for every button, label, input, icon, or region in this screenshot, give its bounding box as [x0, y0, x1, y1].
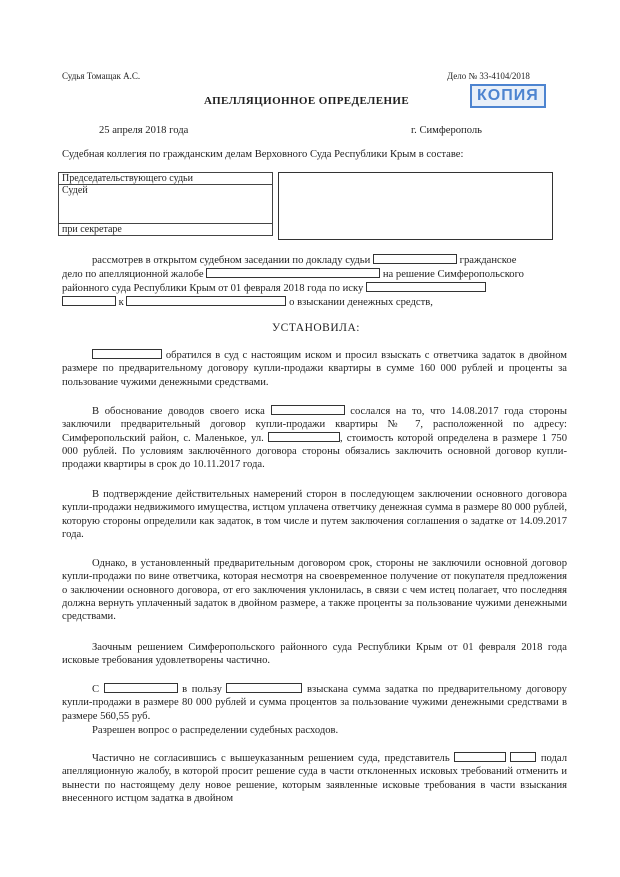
- paragraph-text: В обоснование доводов своего иска: [92, 406, 265, 417]
- paragraph-text: обратился в суд с настоящим иском и просил взыскать с ответчика задаток в двойном размере по предварительному договору купли-продажи квартиры в сумме 160 000 рублей и проценты за пользование чужими денежными средствами.: [62, 350, 567, 388]
- case-number: Дело № 33-4104/2018: [447, 71, 530, 81]
- preamble-line-2: [62, 268, 524, 281]
- presiding-label: Председательствующего судьи: [59, 173, 273, 185]
- paragraph-5: Заочным решением Симферопольского районного суда Республики Крым от 01 февраля 2018 года исковые требования удовлетворены частично.: [62, 642, 567, 667]
- redaction-box: [226, 683, 302, 693]
- paragraph-1: [62, 349, 567, 389]
- preamble-text: дело по апелляционной жалобе: [62, 269, 204, 280]
- paragraph-7: Разрешен вопрос о распределении судебных расходов.: [92, 725, 339, 736]
- preamble-text: к: [118, 297, 124, 308]
- paragraph-text: Частично не согласившись с вышеуказанным решением суда, представитель: [92, 753, 450, 764]
- paragraph-6: [62, 683, 567, 723]
- redaction-box: [366, 282, 486, 292]
- redaction-box: [62, 296, 116, 306]
- preamble-line-1: [92, 254, 516, 267]
- preamble-text: гражданское: [459, 255, 517, 266]
- redaction-box: [454, 752, 506, 762]
- redaction-box: [271, 405, 345, 415]
- judges-label: Судей: [59, 185, 273, 224]
- paragraph-8: [62, 752, 567, 805]
- redaction-box: [92, 349, 162, 359]
- copy-stamp: КОПИЯ: [470, 84, 546, 108]
- preamble-text: о взыскании денежных средств,: [289, 297, 433, 308]
- paragraph-3: В подтверждение действительных намерений сторон в последующем заключении основного договора купли-продажи недвижимого имущества, истцом уплачена ответчику денежная сумма в размере 80 000 рублей, которую стороны определили как задаток, в том числе и путем заключения соглашения о задатке от 14.09.2017 года.: [62, 489, 567, 540]
- preamble-text: на решение Симферопольского: [382, 269, 524, 280]
- document-title: АПЕЛЛЯЦИОННОЕ ОПРЕДЕЛЕНИЕ: [204, 95, 410, 107]
- redaction-box: [206, 268, 380, 278]
- redaction-box: [104, 683, 178, 693]
- paragraph-2: [62, 405, 567, 471]
- redaction-box: [126, 296, 286, 306]
- redaction-box: [510, 752, 536, 762]
- redaction-box: [268, 432, 340, 442]
- composition-table: [58, 172, 273, 236]
- paragraph-text: подал апелляционную жалобу, в которой просит решение суда в части отклоненных исковых требований отменить и вынести по настоящему делу новое решение, которым заявленные исковые требования в части взыскания внесенного истцом задатка в двойном: [62, 753, 567, 804]
- judge-name: Судья Томащак А.С.: [62, 71, 141, 81]
- preamble-line-4: [62, 296, 433, 309]
- composition-redaction: [278, 172, 553, 240]
- paragraph-text: , стоимость которой определена в размере 1 750 000 рублей. По условиям заключённого договора стороны обязались заключить основной договор купли-продажи квартиры в срок до 10.11.2017 года.: [62, 432, 567, 471]
- section-heading: УСТАНОВИЛА:: [272, 322, 360, 334]
- preamble-line-3: [62, 282, 486, 295]
- paragraph-text: в пользу: [182, 684, 222, 695]
- secretary-label: при секретаре: [59, 224, 273, 236]
- redaction-box: [373, 254, 457, 264]
- paragraph-4: Однако, в установленный предварительным договором срок, стороны не заключили основной договор купли-продажи по вине ответчика, которая несмотря на своевременное получение от покупателя предложения о заключении основного договора, от его заключения уклонилась, в связи с чем истец полагает, что последняя должна вернуть уплаченный задаток в двойном размере, а также проценты за пользование чужими денежными средствами.: [62, 558, 567, 623]
- paragraph-text: сослался на то, что 14.08.2017 года стороны заключили предварительный договор купли-продажи квартиры № 7, расположенной по адресу: Симферопольский район, с. Маленькое, ул.: [62, 406, 567, 444]
- paragraph-text: С: [92, 684, 100, 695]
- document-city: г. Симферополь: [411, 125, 482, 136]
- preamble-text: рассмотрев в открытом судебном заседании по докладу судьи: [92, 255, 371, 266]
- document-date: 25 апреля 2018 года: [99, 125, 189, 136]
- intro-line: Судебная коллегия по гражданским делам Верховного Суда Республики Крым в составе:: [62, 149, 464, 160]
- preamble-text: районного суда Республики Крым от 01 февраля 2018 года по иску: [62, 283, 364, 294]
- paragraph-text: взыскана сумма задатка по предварительному договору купли-продажи в размере 80 000 рублей и сумма процентов за пользование чужими денежными средствами в размере 560,55 руб.: [62, 684, 567, 722]
